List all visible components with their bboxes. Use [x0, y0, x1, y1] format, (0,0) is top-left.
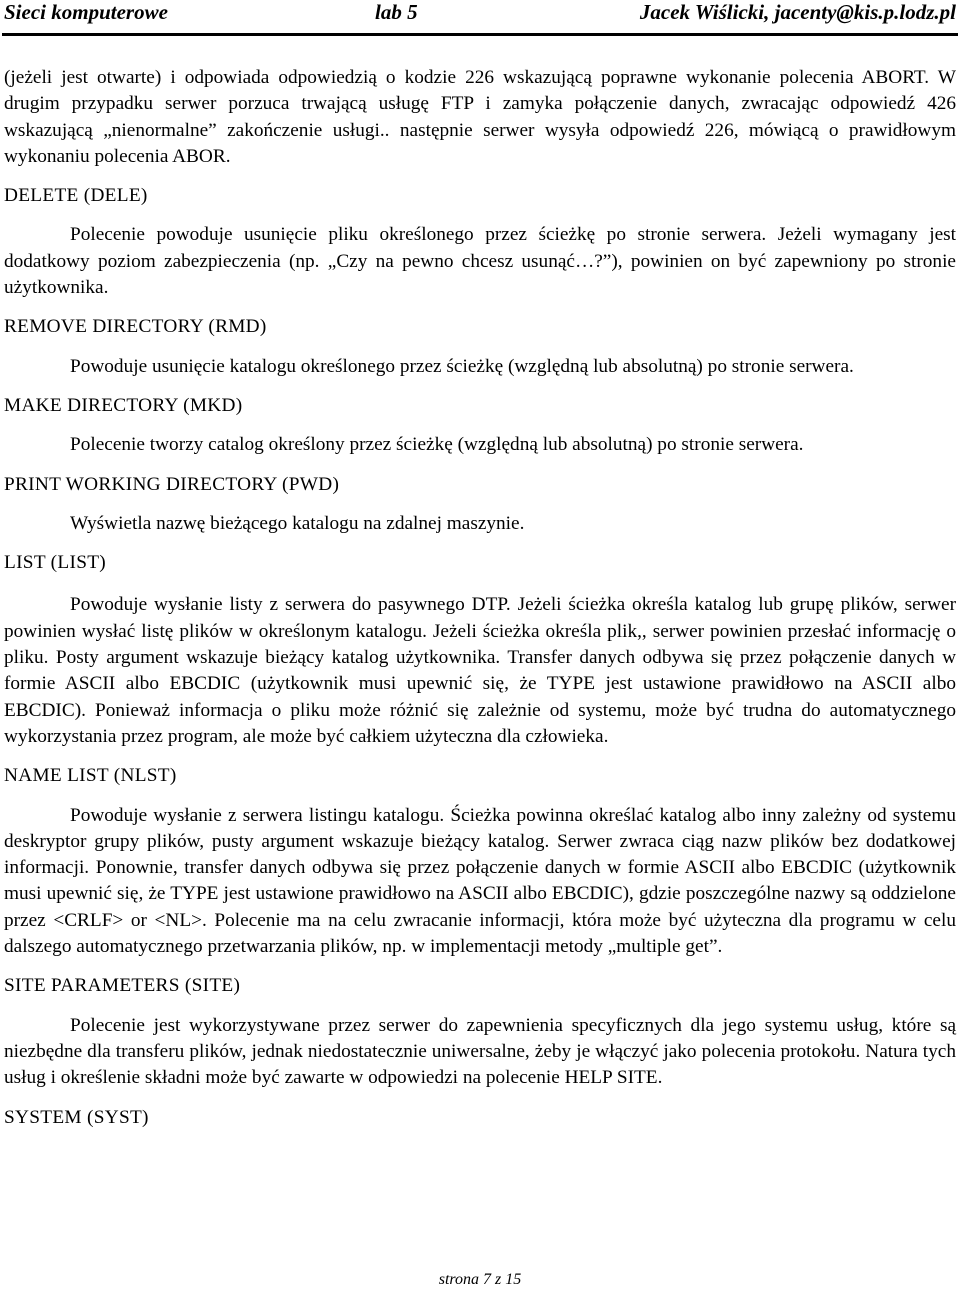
- section-heading-dele: DELETE (DELE): [4, 185, 148, 207]
- section-heading-rmd: REMOVE DIRECTORY (RMD): [4, 316, 267, 338]
- section-text-nlst: Powoduje wysłanie z serwera listingu katalogu. Ścieżka powinna określać katalog albo inny zależny od systemu deskryptor grupy plików, pusty argument wskazuje bieżący katalog. Serwer zwraca ciąg nazw plików bez dodatkowej informacji. Ponownie, transfer danych odbywa się przez połączenie danych w formie ASCII albo EBCDIC (użytkownik musi upewnić się, że TYPE jest ustawione prawidłowo na ASCII albo EBCDIC), gdzie poszczególne nazwy są oddzielone przez <CRLF> or <NL>. Polecenie ma na celu zwracanie informacji, która może być użyteczna dla programu w celu dalszego automatycznego przetwarzania plików, np. w implementacji metody „multiple get”.: [4, 804, 956, 958]
- section-heading-syst: SYSTEM (SYST): [4, 1106, 149, 1128]
- section-heading-site: SITE PARAMETERS (SITE): [4, 975, 241, 997]
- header-divider: [2, 33, 958, 36]
- section-text-pwd: Wyświetla nazwę bieżącego katalogu na zdalnej maszynie.: [70, 512, 525, 534]
- section-text-dele: Polecenie powoduje usunięcie pliku określonego przez ścieżkę po stronie serwera. Jeżeli wymagany jest dodatkowy poziom zabezpieczenia (np. „Czy na pewno chcesz usunąć…?”), powinien on być zapewniony po stronie użytkownika.: [4, 224, 956, 299]
- header-lab-number: lab 5: [375, 0, 418, 24]
- section-heading-nlst: NAME LIST (NLST): [4, 765, 177, 787]
- header-author: Jacek Wiślicki, jacenty@kis.p.lodz.pl: [639, 0, 956, 24]
- section-text-site: Polecenie jest wykorzystywane przez serwer do zapewnienia specyficznych dla jego systemu usług, które są niezbędne dla transferu plików, jednak niedostatecznie uniwersalne, żeby je włączyć jako polecenia protokołu. Natura tych usług i określenie składni może być zawarte w odpowiedzi na polecenie HELP SITE.: [4, 1014, 956, 1089]
- page-number: strona 7 z 15: [438, 1271, 522, 1288]
- header-course-title: Sieci komputerowe: [4, 0, 168, 24]
- intro-paragraph: (jeżeli jest otwarte) i odpowiada odpowiedzią o kodzie 226 wskazującą poprawne wykonanie polecenia ABORT. W drugim przypadku serwer porzuca trwającą usługę FTP i zamyka połączenie danych, zwracając odpowiedź 426 wskazującą „nienormalne” zakończenie usługi.. następnie serwer wysyła odpowiedź 226, mówiącą o prawidłowym wykonaniu polecenia ABOR.: [4, 67, 956, 167]
- section-text-list: Powoduje wysłanie listy z serwera do pasywnego DTP. Jeżeli ścieżka określa katalog lub grupę plików, serwer powinien wysłać listę plików w określonym katalogu. Jeżeli ścieżka określa plik,, serwer powinien przesłać informację o pliku. Posty argument wskazuje bieżący katalog użytkownika. Transfer danych odbywa się przez połączenie danych w formie ASCII albo EBCDIC (użytkownik musi upewnić się, że TYPE jest ustawione prawidłowo na ASCII albo EBCDIC). Ponieważ informacja o pliku może różnić się zależnie od systemu, może być trudna do automatycznego wykorzystania przez program, ale może być całkiem użyteczna dla człowieka.: [4, 594, 956, 747]
- document-body: [4, 65, 956, 1131]
- section-heading-list: LIST (LIST): [4, 552, 107, 574]
- section-heading-pwd: PRINT WORKING DIRECTORY (PWD): [4, 473, 340, 495]
- section-text-mkd: Polecenie tworzy catalog określony przez ścieżkę (względną lub absolutną) po stronie serwera.: [70, 434, 804, 456]
- section-text-rmd: Powoduje usunięcie katalogu określonego przez ścieżkę (względną lub absolutną) po stronie serwera.: [70, 355, 854, 377]
- page-header: [4, 0, 956, 30]
- section-heading-mkd: MAKE DIRECTORY (MKD): [4, 394, 243, 416]
